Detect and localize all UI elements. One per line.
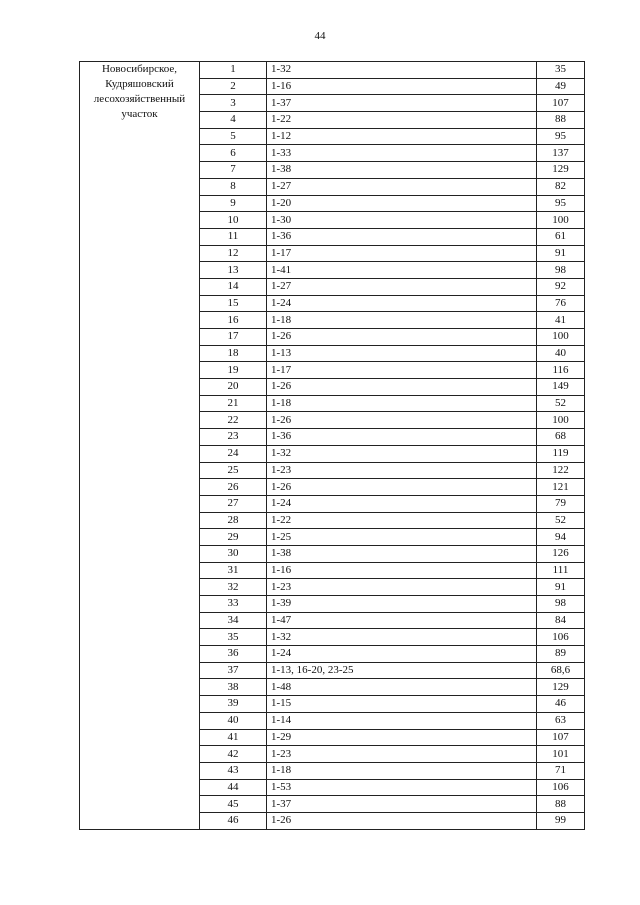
vydely-cell: 1-32 [267,62,537,79]
vydely-cell: 1-26 [267,379,537,396]
kvartal-cell: 5 [200,128,267,145]
vydely-cell: 1-26 [267,812,537,829]
vydely-cell: 1-24 [267,295,537,312]
kvartal-cell: 7 [200,162,267,179]
kvartal-cell: 23 [200,429,267,446]
area-cell: 88 [537,112,585,129]
kvartal-cell: 25 [200,462,267,479]
area-cell: 100 [537,412,585,429]
vydely-cell: 1-26 [267,412,537,429]
area-cell: 61 [537,228,585,245]
area-cell: 126 [537,545,585,562]
kvartal-cell: 27 [200,495,267,512]
vydely-cell: 1-12 [267,128,537,145]
area-cell: 106 [537,779,585,796]
area-cell: 122 [537,462,585,479]
vydely-cell: 1-47 [267,612,537,629]
vydely-cell: 1-15 [267,696,537,713]
vydely-cell: 1-32 [267,445,537,462]
area-cell: 52 [537,395,585,412]
kvartal-cell: 46 [200,812,267,829]
area-cell: 95 [537,128,585,145]
kvartal-cell: 8 [200,178,267,195]
area-cell: 107 [537,95,585,112]
vydely-cell: 1-18 [267,312,537,329]
area-cell: 106 [537,629,585,646]
vydely-cell: 1-36 [267,429,537,446]
area-cell: 137 [537,145,585,162]
kvartal-cell: 35 [200,629,267,646]
vydely-cell: 1-37 [267,796,537,813]
area-cell: 149 [537,379,585,396]
vydely-cell: 1-53 [267,779,537,796]
kvartal-cell: 11 [200,228,267,245]
vydely-cell: 1-29 [267,729,537,746]
kvartal-cell: 21 [200,395,267,412]
vydely-cell: 1-33 [267,145,537,162]
vydely-cell: 1-32 [267,629,537,646]
vydely-cell: 1-17 [267,245,537,262]
vydely-cell: 1-48 [267,679,537,696]
kvartal-cell: 36 [200,646,267,663]
vydely-cell: 1-26 [267,479,537,496]
area-cell: 111 [537,562,585,579]
area-cell: 101 [537,746,585,763]
vydely-cell: 1-41 [267,262,537,279]
kvartal-cell: 30 [200,545,267,562]
area-cell: 98 [537,262,585,279]
vydely-cell: 1-14 [267,712,537,729]
vydely-cell: 1-38 [267,162,537,179]
kvartal-cell: 22 [200,412,267,429]
area-cell: 91 [537,579,585,596]
vydely-cell: 1-26 [267,329,537,346]
area-cell: 100 [537,329,585,346]
kvartal-cell: 37 [200,662,267,679]
area-cell: 84 [537,612,585,629]
kvartal-cell: 28 [200,512,267,529]
vydely-cell: 1-17 [267,362,537,379]
area-cell: 88 [537,796,585,813]
kvartal-cell: 42 [200,746,267,763]
area-cell: 46 [537,696,585,713]
vydely-cell: 1-24 [267,646,537,663]
area-cell: 40 [537,345,585,362]
table-row [80,62,585,79]
area-cell: 100 [537,212,585,229]
area-cell: 98 [537,596,585,613]
area-cell: 91 [537,245,585,262]
area-cell: 68,6 [537,662,585,679]
vydely-cell: 1-30 [267,212,537,229]
kvartal-cell: 26 [200,479,267,496]
kvartal-cell: 44 [200,779,267,796]
vydely-cell: 1-18 [267,395,537,412]
area-cell: 41 [537,312,585,329]
kvartal-cell: 12 [200,245,267,262]
vydely-cell: 1-18 [267,762,537,779]
kvartal-cell: 6 [200,145,267,162]
area-cell: 76 [537,295,585,312]
area-cell: 89 [537,646,585,663]
kvartal-cell: 1 [200,62,267,79]
vydely-cell: 1-16 [267,78,537,95]
kvartal-cell: 13 [200,262,267,279]
vydely-cell: 1-23 [267,746,537,763]
area-cell: 121 [537,479,585,496]
vydely-cell: 1-36 [267,228,537,245]
area-cell: 107 [537,729,585,746]
kvartal-cell: 10 [200,212,267,229]
kvartal-cell: 39 [200,696,267,713]
vydely-cell: 1-13, 16-20, 23-25 [267,662,537,679]
kvartal-cell: 15 [200,295,267,312]
kvartal-cell: 40 [200,712,267,729]
kvartal-cell: 4 [200,112,267,129]
area-cell: 119 [537,445,585,462]
kvartal-cell: 17 [200,329,267,346]
kvartal-cell: 34 [200,612,267,629]
area-cell: 99 [537,812,585,829]
kvartal-cell: 29 [200,529,267,546]
vydely-cell: 1-27 [267,178,537,195]
area-cell: 116 [537,362,585,379]
area-cell: 95 [537,195,585,212]
kvartal-cell: 9 [200,195,267,212]
kvartal-cell: 20 [200,379,267,396]
table-body [80,62,585,830]
area-cell: 63 [537,712,585,729]
vydely-cell: 1-25 [267,529,537,546]
vydely-cell: 1-37 [267,95,537,112]
vydely-cell: 1-22 [267,512,537,529]
kvartal-cell: 24 [200,445,267,462]
vydely-cell: 1-39 [267,596,537,613]
region-name-cell: Новосибирское, Кудряшовский лесохозяйственный участок [80,62,200,830]
vydely-cell: 1-24 [267,495,537,512]
area-cell: 52 [537,512,585,529]
area-cell: 68 [537,429,585,446]
kvartal-cell: 3 [200,95,267,112]
kvartal-cell: 41 [200,729,267,746]
area-cell: 82 [537,178,585,195]
area-cell: 94 [537,529,585,546]
kvartal-cell: 16 [200,312,267,329]
kvartal-cell: 45 [200,796,267,813]
kvartal-cell: 31 [200,562,267,579]
vydely-cell: 1-23 [267,579,537,596]
kvartal-cell: 38 [200,679,267,696]
kvartal-cell: 43 [200,762,267,779]
kvartal-cell: 32 [200,579,267,596]
vydely-cell: 1-38 [267,545,537,562]
area-cell: 71 [537,762,585,779]
area-cell: 49 [537,78,585,95]
kvartal-cell: 19 [200,362,267,379]
area-cell: 35 [537,62,585,79]
area-cell: 92 [537,278,585,295]
area-cell: 129 [537,679,585,696]
area-cell: 79 [537,495,585,512]
vydely-cell: 1-27 [267,278,537,295]
kvartal-cell: 2 [200,78,267,95]
vydely-cell: 1-22 [267,112,537,129]
kvartal-cell: 14 [200,278,267,295]
page-number: 44 [314,30,326,42]
kvartal-cell: 33 [200,596,267,613]
forest-quarters-table [79,61,585,830]
vydely-cell: 1-16 [267,562,537,579]
area-cell: 129 [537,162,585,179]
vydely-cell: 1-20 [267,195,537,212]
vydely-cell: 1-23 [267,462,537,479]
kvartal-cell: 18 [200,345,267,362]
vydely-cell: 1-13 [267,345,537,362]
